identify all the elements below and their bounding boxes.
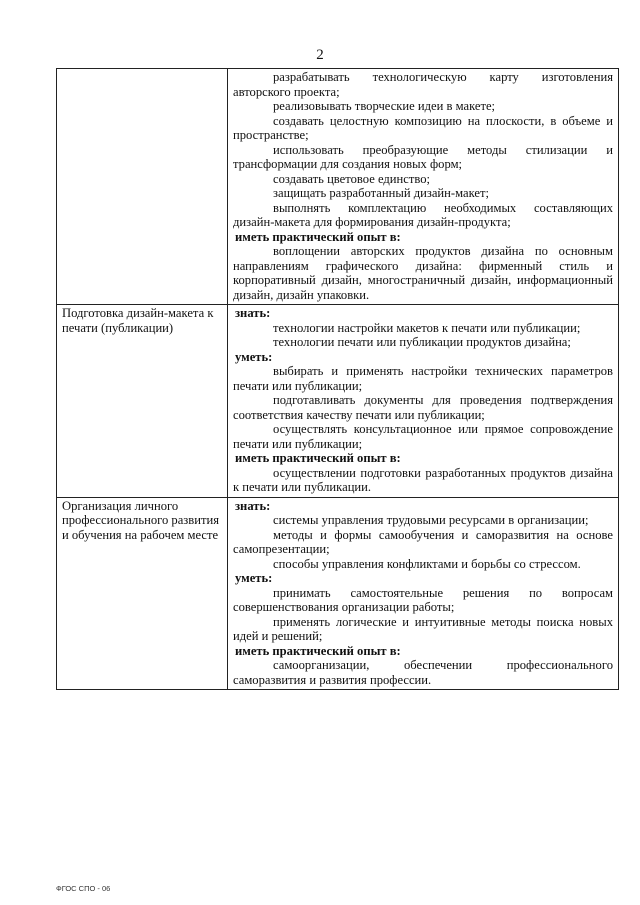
requirement-item: осуществлении подготовки разработанных продуктов дизайна к печати или публикации. bbox=[233, 465, 613, 494]
topic-title: Организация личного профессионального развития и обучения на рабочем месте bbox=[62, 498, 219, 542]
table-row bbox=[57, 69, 619, 305]
requirement-item: самоорганизации, обеспечении профессионального саморазвития и развития профессии. bbox=[233, 658, 613, 687]
section-heading: иметь практический опыт в: bbox=[235, 229, 401, 244]
requirement-item: технологии настройки макетов к печати или публикации; bbox=[273, 320, 581, 335]
section-heading: знать: bbox=[235, 306, 271, 320]
requirements-cell bbox=[228, 305, 619, 498]
requirement-item: технологии печати или публикации продуктов дизайна; bbox=[273, 335, 571, 349]
requirement-item: принимать самостоятельные решения по вопросам совершенствования организации работы; bbox=[233, 585, 613, 614]
footer-label: ФГОС СПО - 06 bbox=[56, 884, 111, 893]
section-heading: иметь практический опыт в: bbox=[235, 451, 401, 465]
section-heading: уметь: bbox=[235, 349, 273, 364]
section-heading: уметь: bbox=[235, 571, 273, 585]
competency-table bbox=[56, 68, 619, 690]
requirement-item: методы и формы самообучения и саморазвития на основе самопрезентации; bbox=[233, 527, 613, 556]
requirement-item: способы управления конфликтами и борьбы со стрессом. bbox=[273, 556, 581, 571]
requirement-item: выбирать и применять настройки технических параметров печати или публикации; bbox=[233, 364, 613, 393]
topic-cell bbox=[57, 69, 228, 305]
section-heading: знать: bbox=[235, 498, 271, 513]
table-body bbox=[57, 69, 619, 690]
requirement-item: осуществлять консультационное или прямое сопровождение печати или публикации; bbox=[233, 422, 613, 451]
table-row bbox=[57, 305, 619, 498]
requirement-item: системы управления трудовыми ресурсами в организации; bbox=[273, 513, 589, 527]
requirement-item: создавать цветовое единство; bbox=[273, 171, 431, 186]
requirement-item: воплощении авторских продуктов дизайна по основным направлениям графического дизайна: фирменный стиль и корпоративный дизайн, многостраничный дизайн, информационный дизайн, дизайн упаковки. bbox=[233, 244, 613, 302]
page-number: 2 bbox=[316, 47, 324, 63]
topic-cell bbox=[57, 497, 228, 690]
requirement-item: использовать преобразующие методы стилизации и трансформации для создания новых форм; bbox=[233, 142, 613, 171]
requirements-cell bbox=[228, 497, 619, 690]
topic-cell bbox=[57, 305, 228, 498]
requirement-item: выполнять комплектацию необходимых составляющих дизайн-макета для формирования дизайн-продукта; bbox=[233, 200, 613, 229]
section-heading: иметь практический опыт в: bbox=[235, 643, 401, 658]
requirement-item: создавать целостную композицию на плоскости, в объеме и пространстве; bbox=[233, 113, 613, 142]
requirement-item: реализовывать творческие идеи в макете; bbox=[273, 99, 496, 113]
table-row bbox=[57, 497, 619, 690]
requirement-item: защищать разработанный дизайн-макет; bbox=[273, 186, 489, 200]
requirement-item: разрабатывать технологическую карту изготовления авторского проекта; bbox=[233, 70, 613, 99]
requirements-cell bbox=[228, 69, 619, 305]
topic-title: Подготовка дизайн-макета к печати (публикации) bbox=[62, 306, 214, 335]
requirement-item: подготавливать документы для проведения подтверждения соответствия качеству печати или публикации; bbox=[233, 393, 613, 422]
requirement-item: применять логические и интуитивные методы поиска новых идей и решений; bbox=[233, 614, 613, 643]
